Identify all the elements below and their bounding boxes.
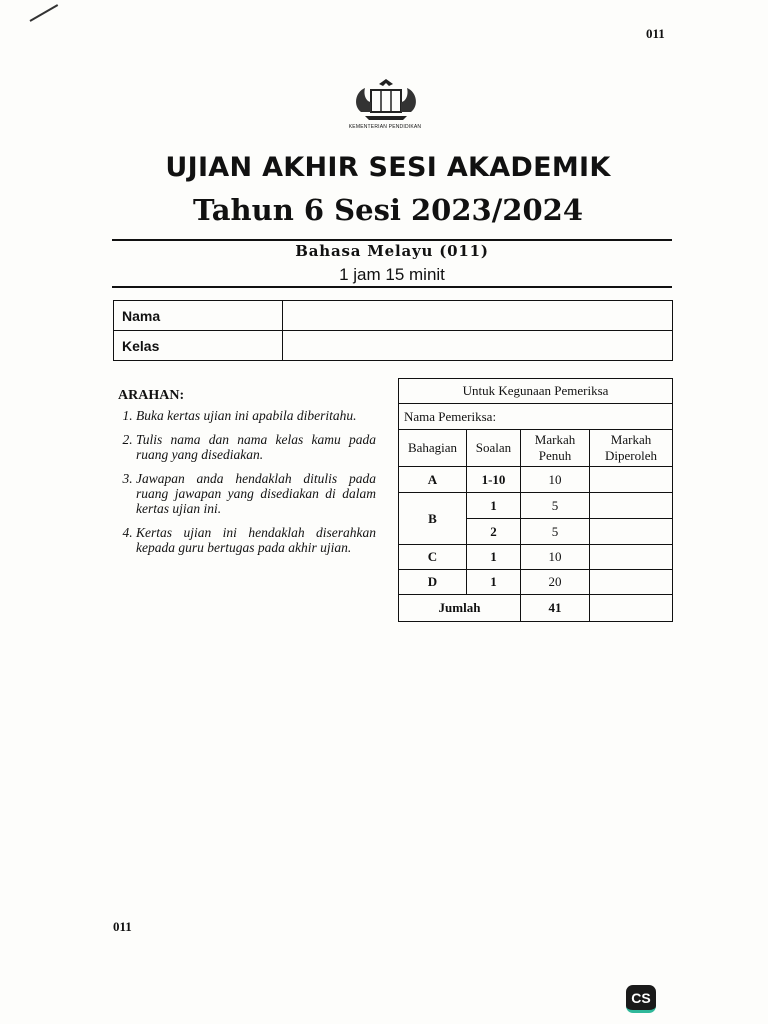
exam-duration: 1 jam 15 minit	[339, 265, 445, 284]
section-cell: C	[399, 545, 467, 570]
full-marks-cell: 20	[521, 570, 590, 595]
paper-code-top: 011	[646, 26, 665, 41]
divider-top	[112, 239, 672, 241]
table-row	[399, 467, 673, 493]
full-marks-cell: 5	[521, 493, 590, 519]
name-field[interactable]	[283, 301, 673, 331]
instructions-heading: ARAHAN:	[118, 388, 185, 403]
question-cell: 1	[467, 570, 521, 595]
subject-title: Bahasa Melayu (011)	[295, 242, 489, 260]
total-full-marks: 41	[521, 595, 590, 622]
header-marks-obtained: Markah Diperoleh	[590, 430, 673, 467]
table-row	[399, 570, 673, 595]
question-cell: 1	[467, 545, 521, 570]
marks-obtained-cell[interactable]	[590, 519, 673, 545]
student-info-box	[113, 300, 673, 361]
examiner-table	[398, 378, 673, 622]
examiner-table-title: Untuk Kegunaan Pemeriksa	[399, 379, 673, 404]
full-marks-cell: 10	[521, 545, 590, 570]
class-field[interactable]	[283, 331, 673, 361]
class-label: Kelas	[114, 331, 283, 361]
total-marks-obtained[interactable]	[590, 595, 673, 622]
divider-bottom	[112, 286, 672, 288]
header-full-marks: Markah Penuh	[521, 430, 590, 467]
total-label: Jumlah	[399, 595, 521, 622]
examiner-name-field[interactable]: Nama Pemeriksa:	[399, 404, 673, 430]
question-cell: 2	[467, 519, 521, 545]
instruction-item: 3. Jawapan anda hendaklah ditulis pada ruang jawapan yang disediakan di dalam kertas ujian ini.	[136, 471, 376, 516]
pen-mark	[30, 4, 59, 22]
full-marks-cell: 10	[521, 467, 590, 493]
total-row	[399, 595, 673, 622]
marks-obtained-cell[interactable]	[590, 467, 673, 493]
table-row	[399, 493, 673, 519]
name-label: Nama	[114, 301, 283, 331]
ministry-label: KEMENTERIAN PENDIDIKAN	[348, 124, 422, 130]
scanner-badge-icon: CS	[626, 985, 656, 1013]
instructions	[118, 388, 376, 564]
question-cell: 1	[467, 493, 521, 519]
full-marks-cell: 5	[521, 519, 590, 545]
marks-obtained-cell[interactable]	[590, 545, 673, 570]
question-cell: 1-10	[467, 467, 521, 493]
instruction-item: 2. Tulis nama dan nama kelas kamu pada ruang yang disediakan.	[136, 432, 376, 462]
instruction-item: 4. Kertas ujian ini hendaklah diserahkan kepada guru bertugas pada akhir ujian.	[136, 525, 376, 555]
header-section: Bahagian	[399, 430, 467, 467]
paper-code-bottom: 011	[113, 919, 132, 934]
exam-year-title: Tahun 6 Sesi 2023/2024	[192, 193, 584, 227]
header-question: Soalan	[467, 430, 521, 467]
marks-obtained-cell[interactable]	[590, 570, 673, 595]
section-cell: D	[399, 570, 467, 595]
instruction-item: 1. Buka kertas ujian ini apabila diberitahu.	[136, 408, 376, 423]
exam-title: UJIAN AKHIR SESI AKADEMIK	[165, 152, 611, 183]
marks-obtained-cell[interactable]	[590, 493, 673, 519]
section-cell: A	[399, 467, 467, 493]
table-row	[399, 545, 673, 570]
section-cell: B	[399, 493, 467, 545]
